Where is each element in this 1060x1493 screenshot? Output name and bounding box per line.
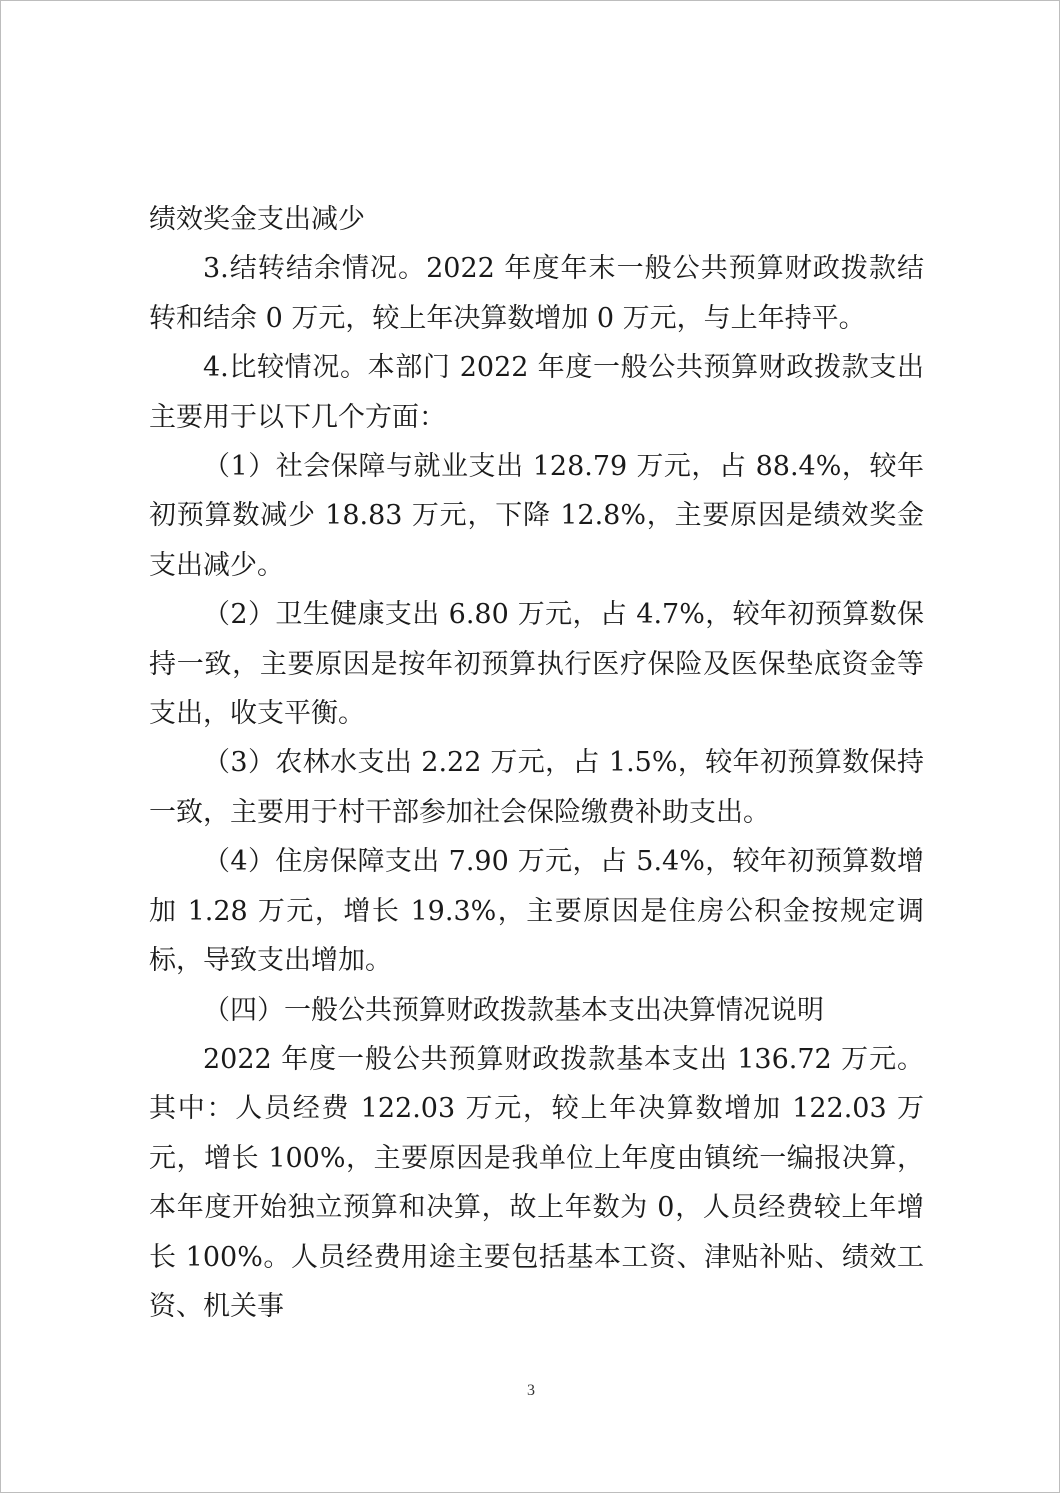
page-number: 3 [527,1382,535,1399]
paragraph-housing: （4）住房保障支出 7.90 万元，占 5.4%，较年初预算数增加 1.28 万元，增长 19.3%，主要原因是住房公积金按规定调标，导致支出增加。 [149,846,924,977]
paragraph-health: （2）卫生健康支出 6.80 万元，占 4.7%，较年初预算数保持一致，主要原因是按年初预算执行医疗保险及医保垫底资金等支出，收支平衡。 [149,599,924,730]
paragraph-agriculture: （3）农林水支出 2.22 万元，占 1.5%，较年初预算数保持一致，主要用于村干部参加社会保险缴费补助支出。 [149,747,924,828]
paragraph-carryover-balance: 3.结转结余情况。2022 年度年末一般公共预算财政拨款结转和结余 0 万元，较上年决算数增加 0 万元，与上年持平。 [149,253,924,334]
paragraph-basic-expenditure: 2022 年度一般公共预算财政拨款基本支出 136.72 万元。其中：人员经费 122.03 万元，较上年决算数增加 122.03 万元，增长 100%，主要原因是我单位上年度由镇统一编报决算，本年度开始独立预算和决算，故上年数为 0，人员经费较上年增长 100%。人员经费用途主要包括基本工资、津贴补贴、绩效工资、机关事 [149,1043,924,1322]
section-heading: （四）一般公共预算财政拨款基本支出决算情况说明 [203,994,824,1026]
paragraph-continuation: 绩效奖金支出减少 [149,204,365,235]
body-text [149,195,924,1331]
paragraph-social-security: （1）社会保障与就业支出 128.79 万元，占 88.4%，较年初预算数减少 18.83 万元，下降 12.8%，主要原因是绩效奖金支出减少。 [149,451,924,581]
paragraph-comparison: 4.比较情况。本部门 2022 年度一般公共预算财政拨款支出主要用于以下几个方面： [149,352,924,433]
